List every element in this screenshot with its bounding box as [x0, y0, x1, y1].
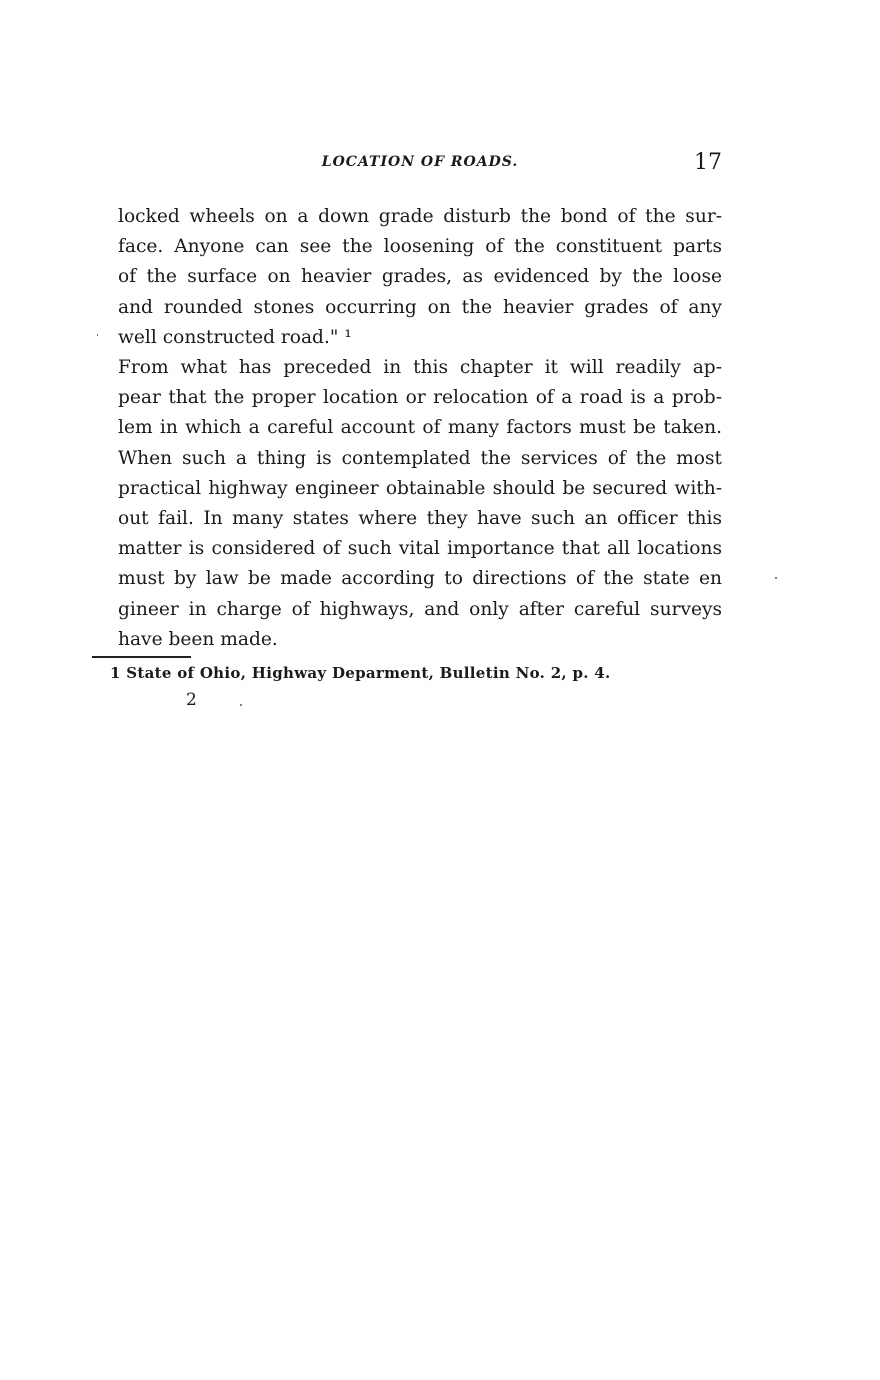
text-line: practical highway engineer obtainable should be secured with-: [118, 477, 722, 499]
text-line: lem in which a careful account of many factors must be taken.: [118, 417, 722, 439]
text-line: gineer in charge of highways, and only after careful surveys: [118, 598, 722, 620]
text-line: When such a thing is contemplated the services of the most: [118, 447, 722, 469]
text-line: must by law be made according to directions of the state en: [118, 568, 722, 590]
footnote: 1 State of Ohio, Highway Deparment, Bulletin No. 2, p. 4.: [110, 664, 611, 682]
scan-speck: [775, 577, 777, 579]
page-number: 17: [694, 150, 722, 175]
running-head: [118, 150, 722, 180]
text-line: well constructed road." ¹: [118, 326, 352, 348]
text-line: out fail. In many states where they have such an officer this: [118, 508, 722, 530]
text-line: face. Anyone can see the loosening of the constituent parts: [118, 236, 722, 258]
signature-mark: 2: [186, 690, 197, 710]
scan-speck: [240, 704, 242, 706]
body-text: [118, 202, 722, 655]
text-line: and rounded stones occurring on the heavier grades of any: [118, 296, 722, 318]
text-line: From what has preceded in this chapter it will readily ap-: [118, 357, 722, 379]
text-line: pear that the proper location or relocation of a road is a prob-: [118, 387, 722, 409]
text-line: of the surface on heavier grades, as evidenced by the loose: [118, 266, 722, 288]
running-title: LOCATION OF ROADS.: [321, 154, 519, 170]
text-line: have been made.: [118, 628, 278, 650]
footnote-rule: [92, 656, 191, 658]
scan-speck: [97, 334, 98, 336]
text-line: matter is considered of such vital importance that all locations: [118, 538, 722, 560]
text-line: locked wheels on a down grade disturb the bond of the sur-: [118, 206, 722, 227]
